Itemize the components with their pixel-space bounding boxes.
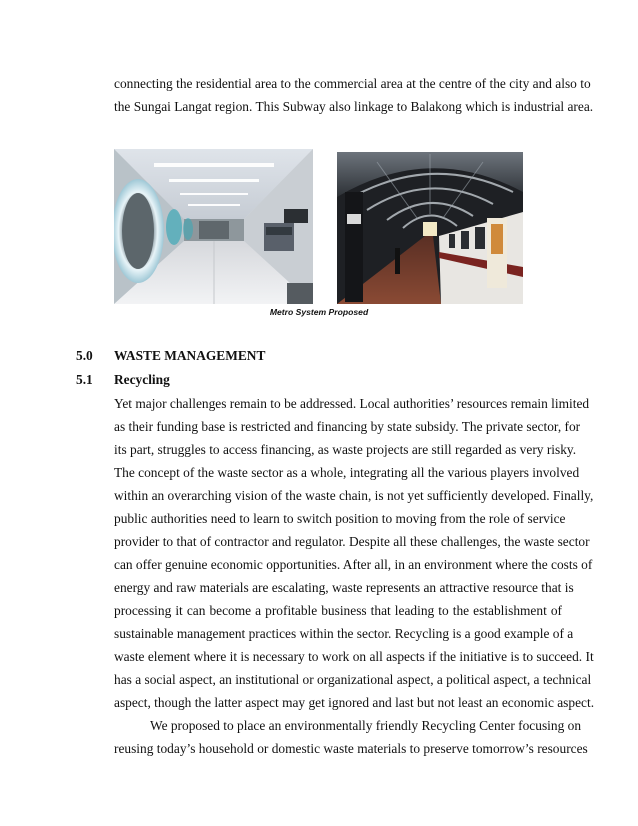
intro-line-1: connecting the residential area to the commercial area at the centre of the city and also to bbox=[114, 76, 591, 91]
metro-tunnel-photo bbox=[337, 152, 523, 304]
section-title: WASTE MANAGEMENT bbox=[114, 348, 266, 363]
subsection-number: 5.1 bbox=[76, 372, 93, 387]
intro-line-2: the Sungai Langat region. This Subway also linkage to Balakong which is industrial area. bbox=[114, 99, 594, 114]
paragraph-line: as their funding base is restricted and financing by state subsidy. The private sector, for bbox=[114, 419, 581, 434]
paragraph-line: We proposed to place an environmentally friendly Recycling Center focusing on bbox=[150, 718, 582, 733]
paragraph-line: has a social aspect, an institutional or organizational aspect, a political aspect, a technical bbox=[114, 672, 592, 687]
metro-station-photo bbox=[114, 149, 313, 304]
paragraph-line: can offer genuine economic opportunities. After all, in an environment where the costs of bbox=[114, 557, 593, 572]
paragraph-line: within an overarching vision of the waste chain, is not yet sufficiently developed. Finally, bbox=[114, 488, 594, 503]
paragraph-line: sustainable management practices within the sector. Recycling is a good example of a bbox=[114, 626, 574, 641]
paragraph-line: The concept of the waste sector as a whole, integrating all the various players involved bbox=[114, 465, 580, 480]
paragraph-line: energy and raw materials are escalating, waste represents an attractive resource that is bbox=[114, 580, 574, 595]
section-number: 5.0 bbox=[76, 348, 93, 363]
paragraph-line: Yet major challenges remain to be addressed. Local authorities’ resources remain limited bbox=[114, 396, 590, 411]
paragraph-line: reusing today’s household or domestic waste materials to preserve tomorrow’s resources bbox=[114, 741, 588, 756]
paragraph-line: its part, struggles to access financing, as waste projects are still regarded as very risky. bbox=[114, 442, 577, 457]
paragraph-line: provider to that of contractor and regulator. Despite all these challenges, the waste sector bbox=[114, 534, 590, 549]
paragraph-line: processing it can become a profitable business that leading to the establishment of bbox=[114, 603, 562, 618]
subsection-title: Recycling bbox=[114, 372, 170, 387]
paragraph-line: public authorities need to learn to switch position to moving from the role of service bbox=[114, 511, 566, 526]
figure-caption: Metro System Proposed bbox=[269, 307, 369, 317]
paragraph-line: aspect, though the latter aspect may get ignored and last but not least an economic aspect. bbox=[114, 695, 595, 710]
paragraph-line: waste element where it is necessary to work on all aspects if the initiative is to succeed. It bbox=[114, 649, 594, 664]
